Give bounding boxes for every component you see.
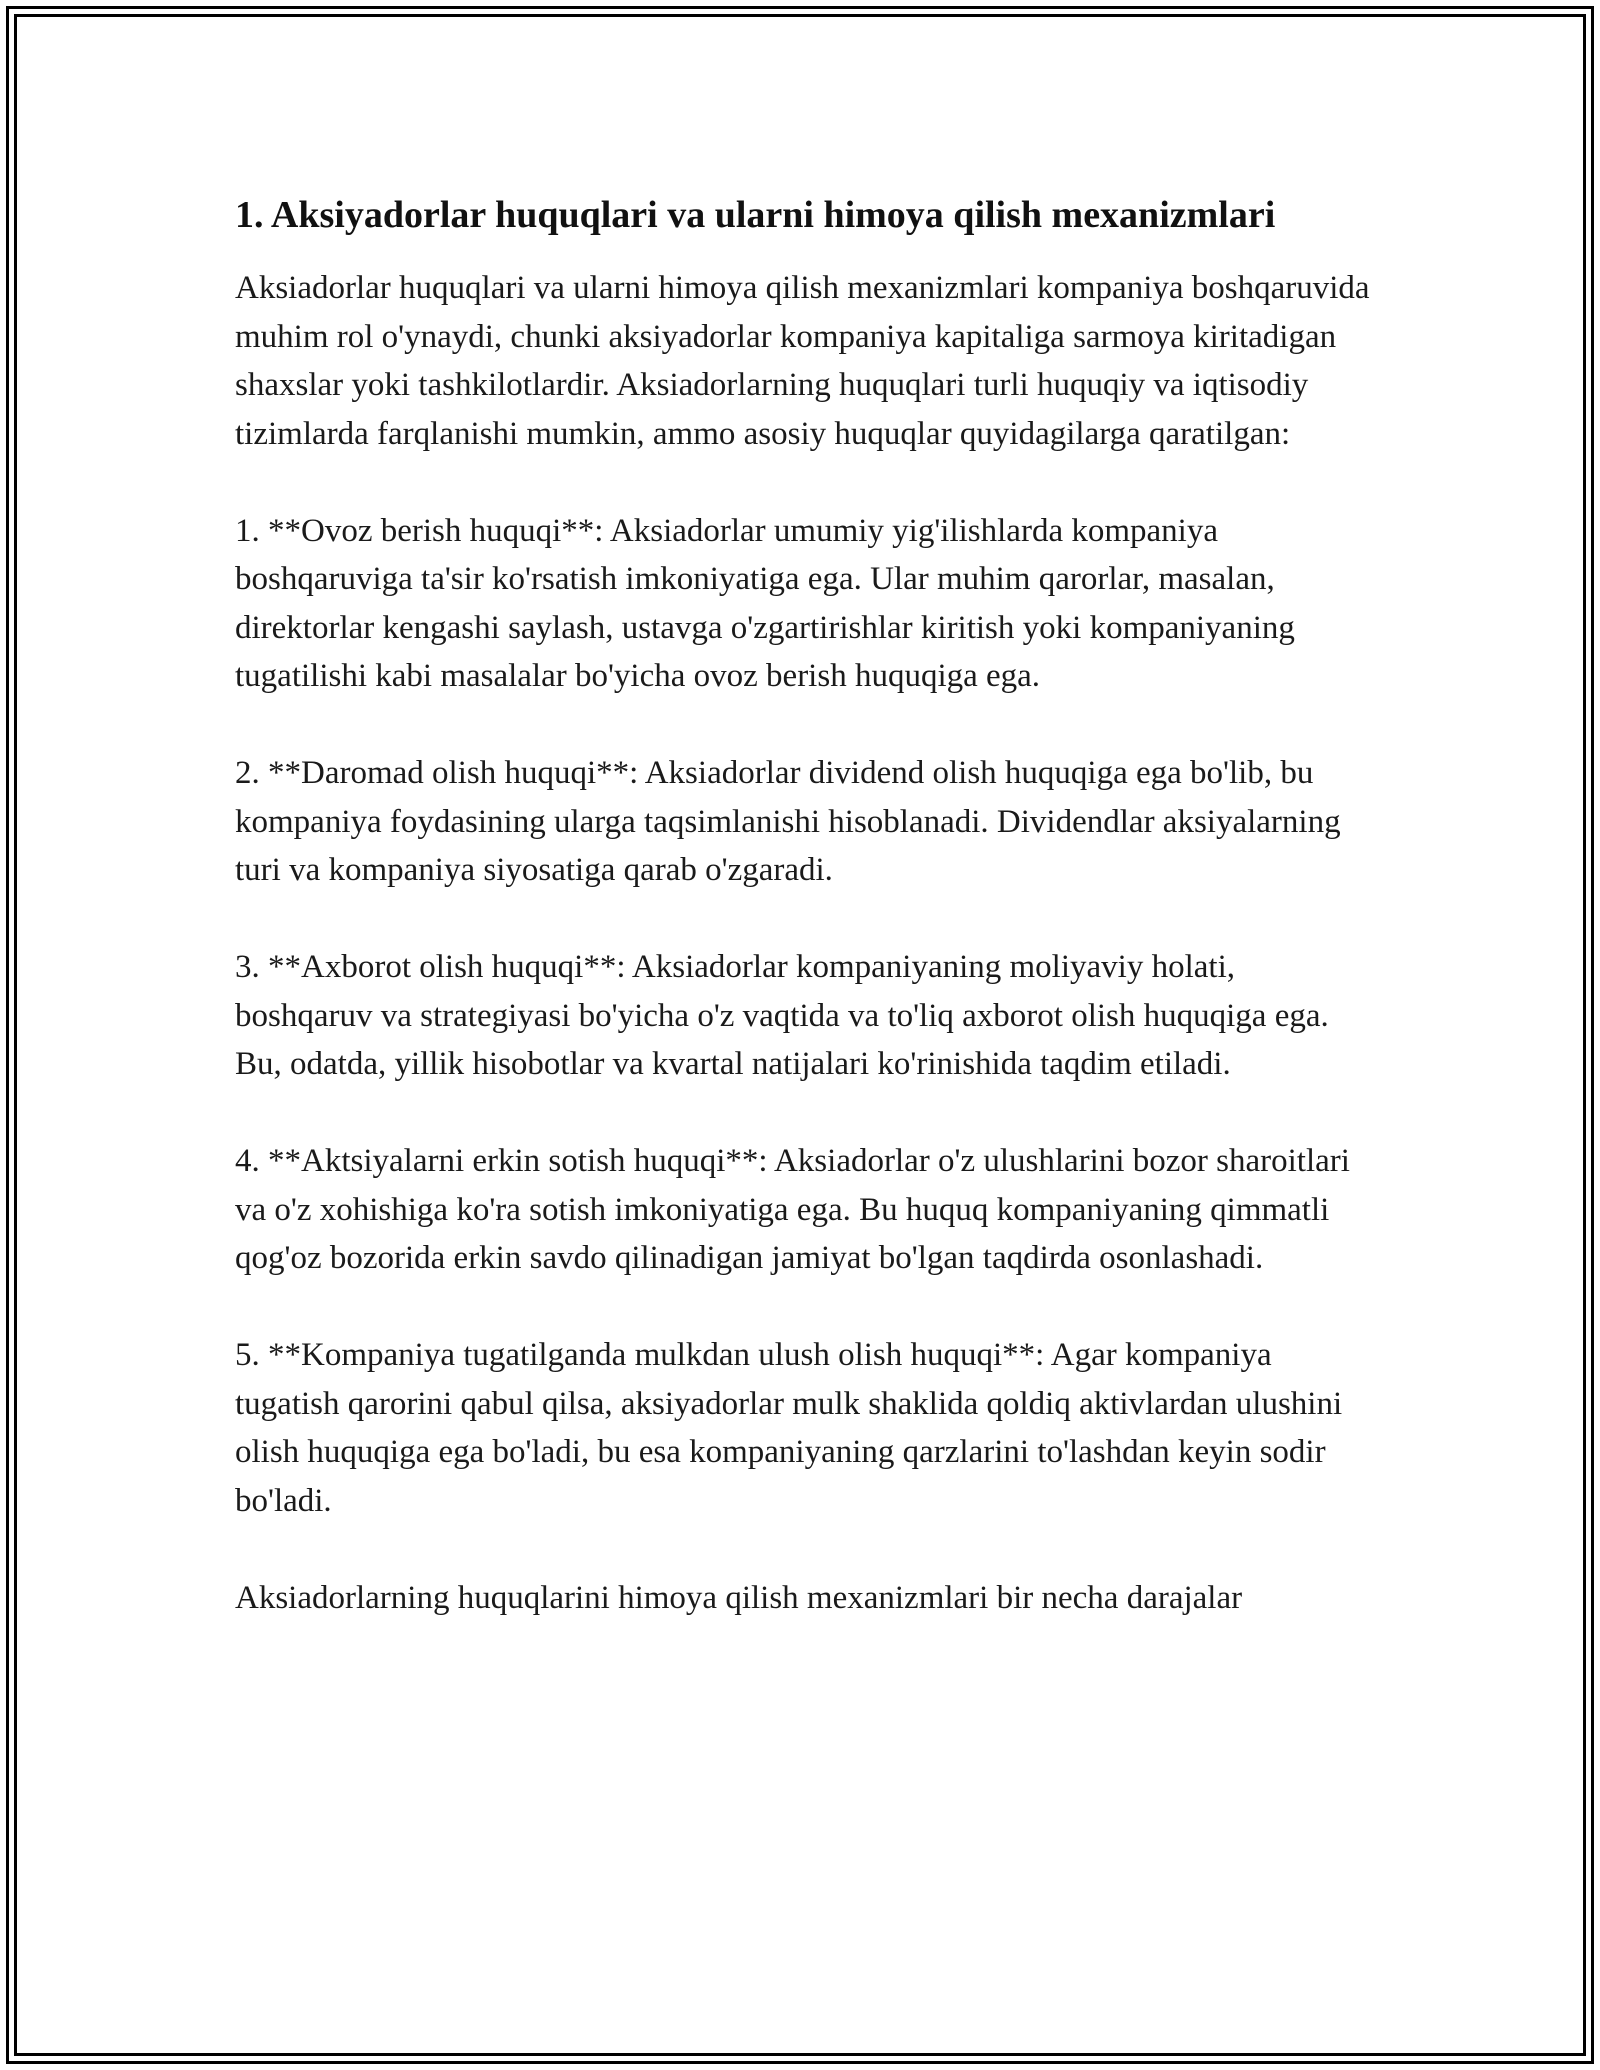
list-item-voting-right: 1. **Ovoz berish huquqi**: Aksiadorlar umumiy yig'ilishlarda kompaniya boshqaruviga ta'sir ko'rsatish imkoniyatiga ega. Ular muhim qarorlar, masalan, direktorlar kengashi saylash, ustavga o'zgartirishlar kiritish yoki kompaniyaning tugatilishi kabi masalalar bo'yicha ovoz berish huquqiga ega. (235, 512, 1295, 694)
list-item-information-right: 3. **Axborot olish huquqi**: Aksiadorlar kompaniyaning moliyaviy holati, boshqaruv va strategiyasi bo'yicha o'z vaqtida va to'liq axborot olish huquqiga ega. Bu, odatda, yillik hisobotlar va kvartal natijalari ko'rinishida taqdim etiladi. (235, 949, 1329, 1082)
section-heading: 1. Aksiyadorlar huquqlari va ularni himoya qilish mexanizmlari (235, 194, 1276, 236)
list-item-income-right: 2. **Daromad olish huquqi**: Aksiadorlar dividend olish huquqiga ega bo'lib, bu kompaniya foydasining ularga taqsimlanishi hisoblanadi. Dividendlar aksiyalarning turi va kompaniya siyosatiga qarab o'zgaradi. (235, 755, 1341, 888)
intro-paragraph: Aksiadorlar huquqlari va ularni himoya qilish mexanizmlari kompaniya boshqaruvida muhim rol o'ynaydi, chunki aksiyadorlar kompaniya kapitaliga sarmoya kiritadigan shaxslar yoki tashkilotlardir. Aksiadorlarning huquqlari turli huquqiy va iqtisodiy tizimlarda farqlanishi mumkin, ammo asosiy huquqlar quyidagilarga qaratilgan: (235, 270, 1370, 452)
closing-paragraph: Aksiadorlarning huquqlarini himoya qilish mexanizmlari bir necha darajalar (235, 1579, 1243, 1616)
document-body (235, 188, 1370, 1622)
list-item-share-sale-right: 4. **Aktsiyalarni erkin sotish huquqi**: Aksiadorlar o'z ulushlarini bozor sharoitlari va o'z xohishiga ko'ra sotish imkoniyatiga ega. Bu huquq kompaniyaning qimmatli qog'oz bozorida erkin savdo qilinadigan jamiyat bo'lgan taqdirda osonlashadi. (235, 1143, 1350, 1276)
list-item-liquidation-right: 5. **Kompaniya tugatilganda mulkdan ulush olish huquqi**: Agar kompaniya tugatish qarorini qabul qilsa, aksiyadorlar mulk shaklida qoldiq aktivlardan ulushini olish huquqiga ega bo'ladi, bu esa kompaniyaning qarzlarini to'lashdan keyin sodir bo'ladi. (235, 1337, 1343, 1519)
